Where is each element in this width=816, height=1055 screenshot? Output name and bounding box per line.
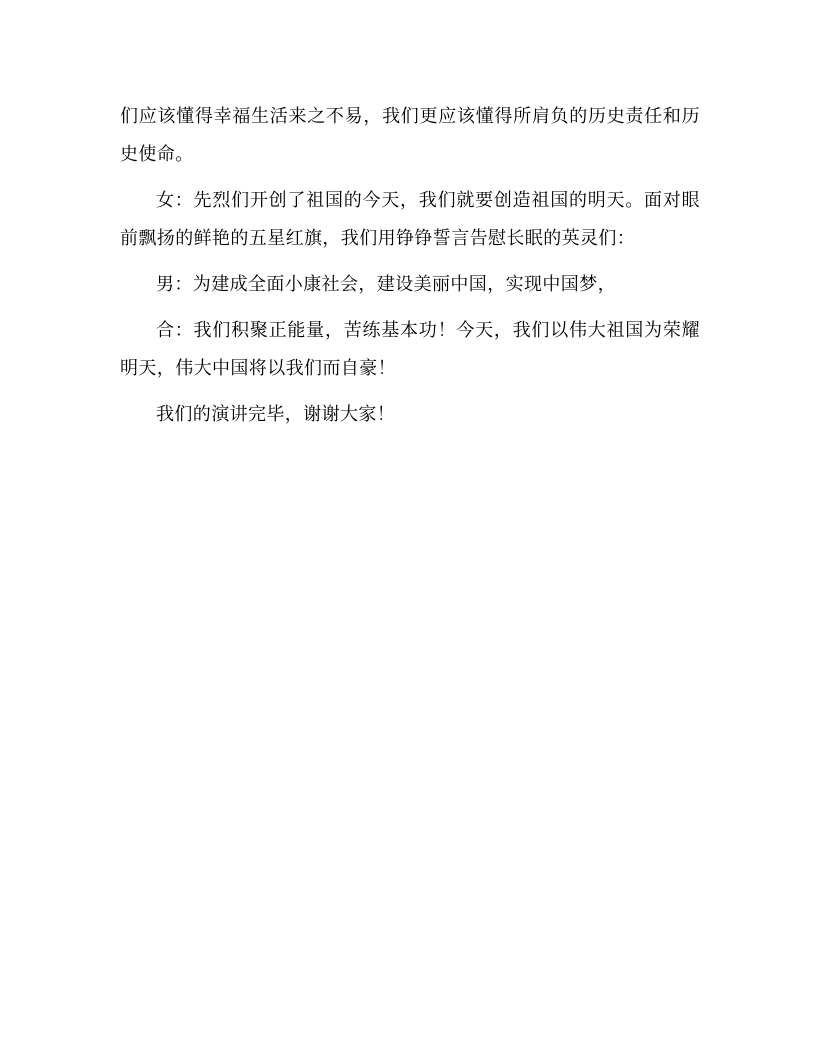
paragraph-male-speaker: 男：为建成全面小康社会，建设美丽中国，实现中国梦， [156, 274, 616, 295]
paragraph-closing: 我们的演讲完毕，谢谢大家！ [156, 404, 396, 425]
paragraph-continuation: 们应该懂得幸福生活来之不易，我们更应该懂得所肩负的历史责任和历史使命。 [120, 106, 700, 165]
paragraph-female-speaker: 女：先烈们开创了祖国的今天，我们就要创造祖国的明天。面对眼前飘扬的鲜艳的五星红旗，我们用铮铮誓言告慰长眠的英灵们： [120, 190, 700, 249]
paragraph-together: 合：我们积聚正能量，苦练基本功！今天，我们以伟大祖国为荣耀明天，伟大中国将以我们而自豪！ [120, 320, 700, 379]
document-body [120, 98, 700, 442]
